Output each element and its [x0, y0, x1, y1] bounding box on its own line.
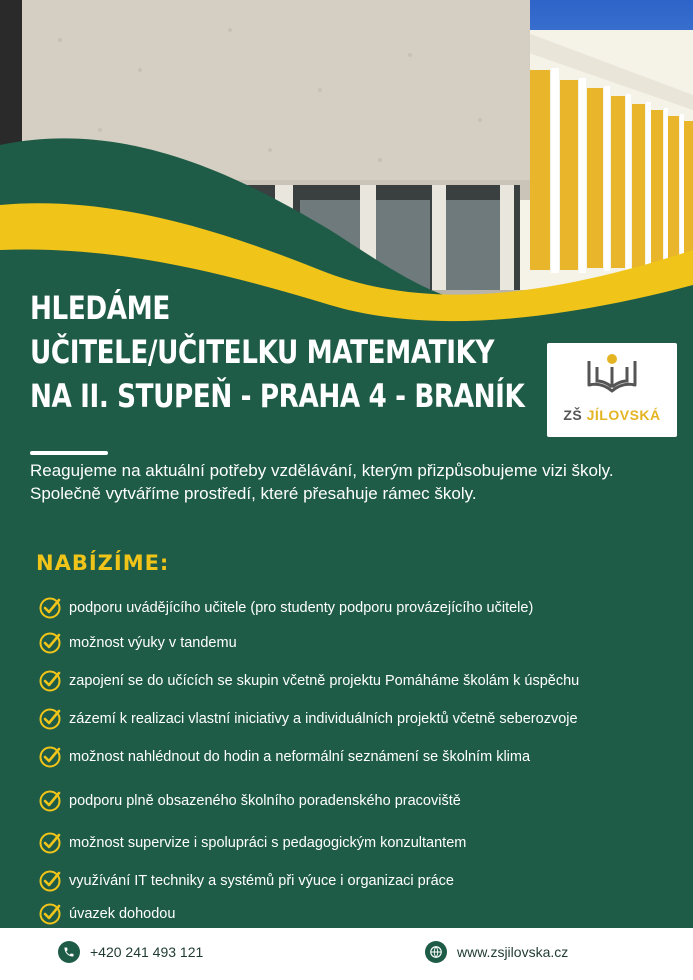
list-item — [38, 706, 578, 732]
list-item-text: možnost supervize i spolupráci s pedagogickým konzultantem — [69, 835, 467, 851]
list-item — [38, 744, 530, 770]
school-building-photo — [0, 0, 693, 330]
phone-icon — [58, 941, 80, 963]
phone-number: +420 241 493 121 — [90, 944, 204, 960]
check-circle-icon — [38, 831, 62, 855]
headline-line-1: HLEDÁME — [30, 289, 170, 327]
headline-line-2: UČITELE/UČITELKU MATEMATIKY — [30, 333, 495, 371]
list-item — [38, 830, 466, 856]
list-item-text: možnost nahlédnout do hodin a neformální seznámení se školním klima — [69, 749, 531, 765]
logo-prefix: ZŠ — [563, 407, 583, 423]
check-circle-icon — [38, 902, 62, 926]
list-item — [38, 868, 454, 894]
check-circle-icon — [38, 789, 62, 813]
check-circle-icon — [38, 745, 62, 769]
school-logo — [547, 343, 677, 437]
footer-phone[interactable] — [58, 938, 203, 966]
list-item — [38, 901, 175, 927]
globe-icon — [425, 941, 447, 963]
check-circle-icon — [38, 631, 62, 655]
list-item-text: podporu uvádějícího učitele (pro studenty podporu provázejícího učitele) — [69, 600, 534, 616]
list-item-text: zapojení se do učících se skupin včetně projektu Pomáháme školám k úspěchu — [69, 673, 580, 689]
list-item-text: využívání IT techniky a systémů při výuce i organizaci práce — [69, 873, 454, 889]
list-item-text: zázemí k realizaci vlastní iniciativy a individuálních projektů včetně seberozvoje — [69, 711, 578, 727]
headline-line-3: NA II. STUPEŇ - PRAHA 4 - BRANÍK — [30, 377, 525, 415]
book-person-icon — [583, 351, 641, 401]
footer — [0, 928, 693, 980]
footer-website[interactable] — [425, 938, 568, 966]
headline-underline — [30, 451, 108, 455]
check-circle-icon — [38, 707, 62, 731]
logo-text — [547, 407, 677, 423]
list-item — [38, 668, 579, 694]
check-circle-icon — [38, 669, 62, 693]
list-item — [38, 788, 461, 814]
intro-text: Reagujeme na aktuální potřeby vzdělávání, kterým přizpůsobujeme vizi školy. Společně vytváříme prostředí, které přesahuje rámec školy. — [30, 461, 614, 503]
list-item-text: úvazek dohodou — [69, 906, 176, 922]
list-item — [38, 595, 533, 621]
list-item-text: možnost výuky v tandemu — [69, 635, 237, 651]
check-circle-icon — [38, 869, 62, 893]
headline — [30, 286, 633, 418]
website-url: www.zsjilovska.cz — [457, 944, 569, 960]
list-item — [38, 630, 237, 656]
logo-name: JÍLOVSKÁ — [586, 407, 661, 423]
check-circle-icon — [38, 596, 62, 620]
offer-title: NABÍZÍME: — [36, 551, 170, 575]
list-item-text: podporu plně obsazeného školního poradenského pracoviště — [69, 793, 461, 809]
